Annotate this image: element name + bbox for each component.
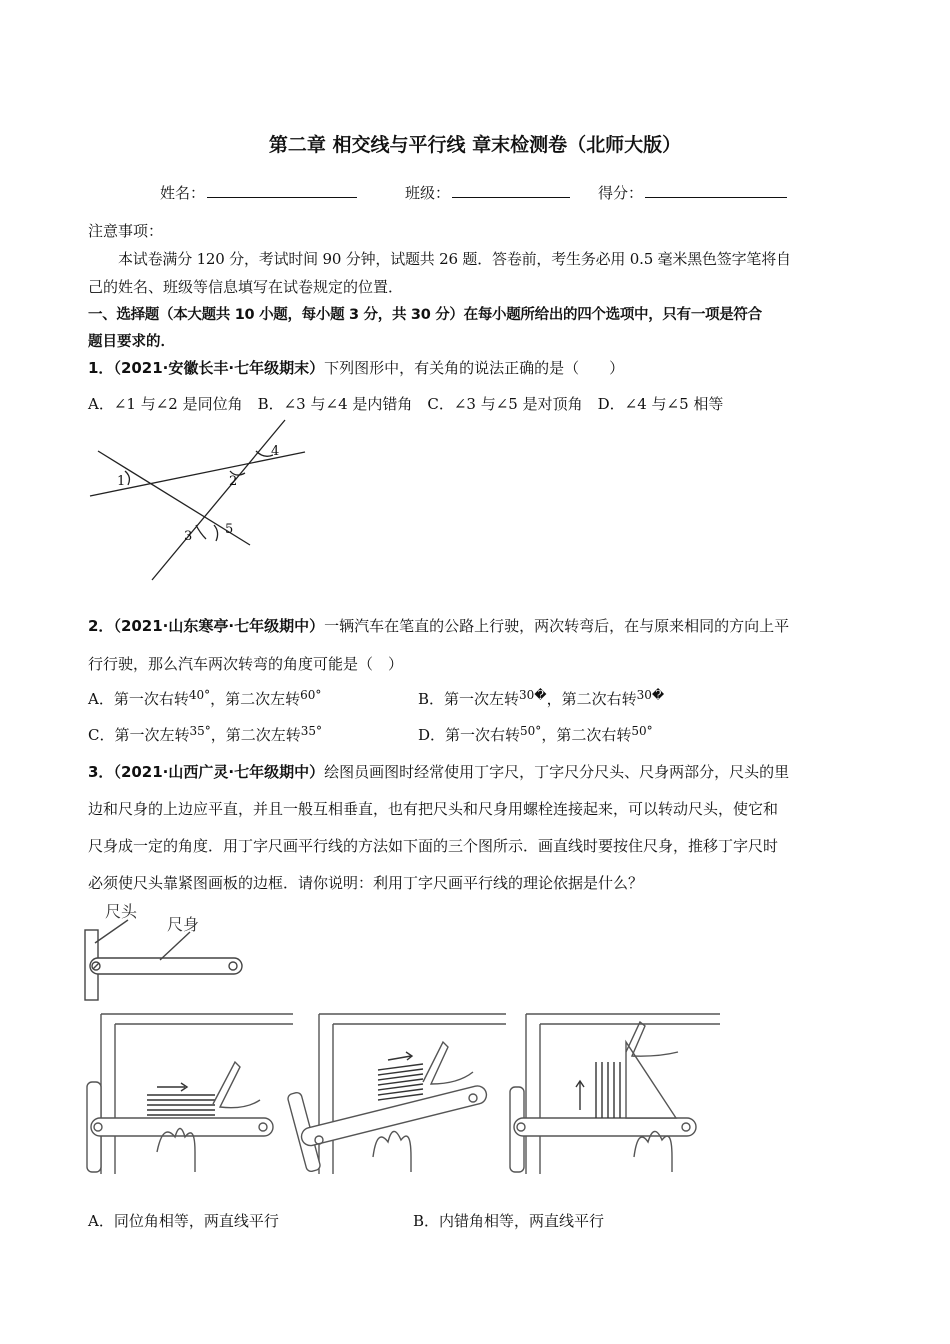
q1-arc-5 <box>214 525 218 541</box>
name-field[interactable] <box>160 182 357 203</box>
q2-d-text-2: ，第二次右转 <box>541 726 632 744</box>
notice-line-2: 己的姓名、班级等信息填写在试卷规定的位置． <box>88 278 404 296</box>
section-1-heading-cont: 题目要求的． <box>88 334 175 350</box>
q2-option-c[interactable] <box>88 724 322 745</box>
q2-a-angle-1: 40° <box>188 688 211 702</box>
q2-number: 2． <box>88 617 114 635</box>
q2-a-text: A．第一次右转 <box>88 690 189 708</box>
q3-stem-line-3: 尺身成一定的角度．用丁字尺画平行线的方法如下面的三个图所示．画直线时要按住尺身，推移丁字尺时 <box>88 837 779 855</box>
drawing-panel-1 <box>85 1012 295 1177</box>
section-1-heading: 一、选择题（本大题共 10 小题，每小题 3 分，共 30 分）在每小题所给出的四个选项中，只有一项是符合 <box>88 307 762 323</box>
q1-text: 下列图形中，有关角的说法正确的是（ ） <box>324 359 625 377</box>
panel-1-hand-top <box>213 1062 260 1108</box>
q2-d-text: D．第一次右转 <box>418 726 521 744</box>
panel-3-hand-bottom <box>634 1131 672 1172</box>
q2-text-1: 一辆汽车在笔直的公路上行驶，两次转弯后，在与原来相同的方向上平 <box>324 617 790 635</box>
leader-body <box>160 932 190 960</box>
panel-3-hand-top <box>626 1022 678 1056</box>
q2-stem-line-2: 行行驶，那么汽车两次转弯的角度可能是（ ） <box>88 655 404 673</box>
notice-heading: 注意事项： <box>88 222 164 240</box>
q1-source: （2021·安徽长丰·七年级期末） <box>113 359 325 377</box>
q2-option-b[interactable] <box>418 688 664 709</box>
drawing-panel-2 <box>293 1012 508 1177</box>
q2-b-text-2: ，第二次右转 <box>546 690 637 708</box>
q2-d-angle-1: 50° <box>520 724 542 738</box>
q1-label-1: 1 <box>117 474 126 489</box>
q1-label-3: 3 <box>184 529 193 544</box>
q3-stem-line-2: 边和尺身的上边应平直，并且一般互相垂直，也有把尺头和尺身用螺栓连接起来，可以转动尺头，使它和 <box>88 800 779 818</box>
q1-arc-1 <box>125 471 129 485</box>
q3-stem-line-1 <box>88 761 789 782</box>
q2-b-angle-1: 30� <box>519 688 547 702</box>
panel-3-ruler <box>514 1118 696 1136</box>
q2-option-d[interactable] <box>418 724 653 745</box>
panel-2-hand-bottom <box>373 1131 411 1172</box>
score-blank[interactable] <box>645 183 787 198</box>
q1-options[interactable]: A．∠1 与∠2 是同位角 B．∠3 与∠4 是内错角 C．∠3 与∠5 是对顶角 D．∠4 与∠5 相等 <box>88 395 724 413</box>
q1-label-2: 2 <box>229 474 238 489</box>
q2-b-text: B．第一次左转 <box>418 690 520 708</box>
q2-c-angle-2: 35° <box>300 724 323 738</box>
q2-c-angle-1: 35° <box>189 724 211 738</box>
q3-option-b[interactable]: B．内错角相等，两直线平行 <box>413 1212 605 1230</box>
q2-a-angle-2: 60° <box>300 688 322 702</box>
label-ruler-body: 尺身 <box>167 915 200 934</box>
q2-stem-line-1 <box>88 615 789 636</box>
score-field[interactable] <box>598 182 787 203</box>
q1-number: 1． <box>88 359 114 377</box>
page-title: 第二章 相交线与平行线 章末检测卷（北师大版） <box>268 134 682 156</box>
q2-c-text: C．第一次左转 <box>88 726 190 744</box>
t-square-figure <box>80 900 255 1005</box>
label-ruler-head: 尺头 <box>105 902 138 921</box>
q3-option-a[interactable]: A．同位角相等，两直线平行 <box>88 1212 279 1230</box>
q2-a-text-2: ，第二次左转 <box>210 690 301 708</box>
leader-head <box>95 920 128 943</box>
q3-stem-line-4: 必须使尺头靠紧图画板的边框．请你说明：利用丁字尺画平行线的理论依据是什么？ <box>88 874 644 892</box>
q1-line-ascending <box>152 420 285 580</box>
q2-d-angle-2: 50° <box>631 724 653 738</box>
panel-2-hand-top <box>423 1042 473 1084</box>
q1-stem <box>88 357 624 378</box>
score-label: 得分： <box>598 184 644 202</box>
q1-arc-3 <box>196 525 206 539</box>
q3-text-1: 绘图员画图时经常使用丁字尺，丁字尺分尺头、尺身两部分，尺头的里 <box>324 763 790 781</box>
q1-angle-figure <box>80 415 320 585</box>
t-square-body <box>90 958 242 974</box>
q1-label-5: 5 <box>225 522 234 537</box>
q3-source: （2021·山西广灵·七年级期中） <box>113 763 325 781</box>
q3-number: 3． <box>88 763 114 781</box>
q2-b-angle-2: 30� <box>636 688 665 702</box>
name-blank[interactable] <box>207 183 357 198</box>
q2-option-a[interactable] <box>88 688 321 709</box>
drawing-panel-3 <box>508 1012 723 1177</box>
panel-1-ruler <box>91 1118 273 1136</box>
q2-c-text-2: ，第二次左转 <box>210 726 301 744</box>
class-field[interactable] <box>405 182 570 203</box>
class-label: 班级： <box>405 184 451 202</box>
class-blank[interactable] <box>452 183 570 198</box>
q2-source: （2021·山东寒亭·七年级期中） <box>113 617 325 635</box>
q1-label-4: 4 <box>271 444 280 459</box>
notice-line-1: 本试卷满分 120 分，考试时间 90 分钟，试题共 26 题．答卷前，考生务必用 0.5 毫米黑色签字笔将自 <box>118 250 791 268</box>
name-label: 姓名： <box>160 184 206 202</box>
